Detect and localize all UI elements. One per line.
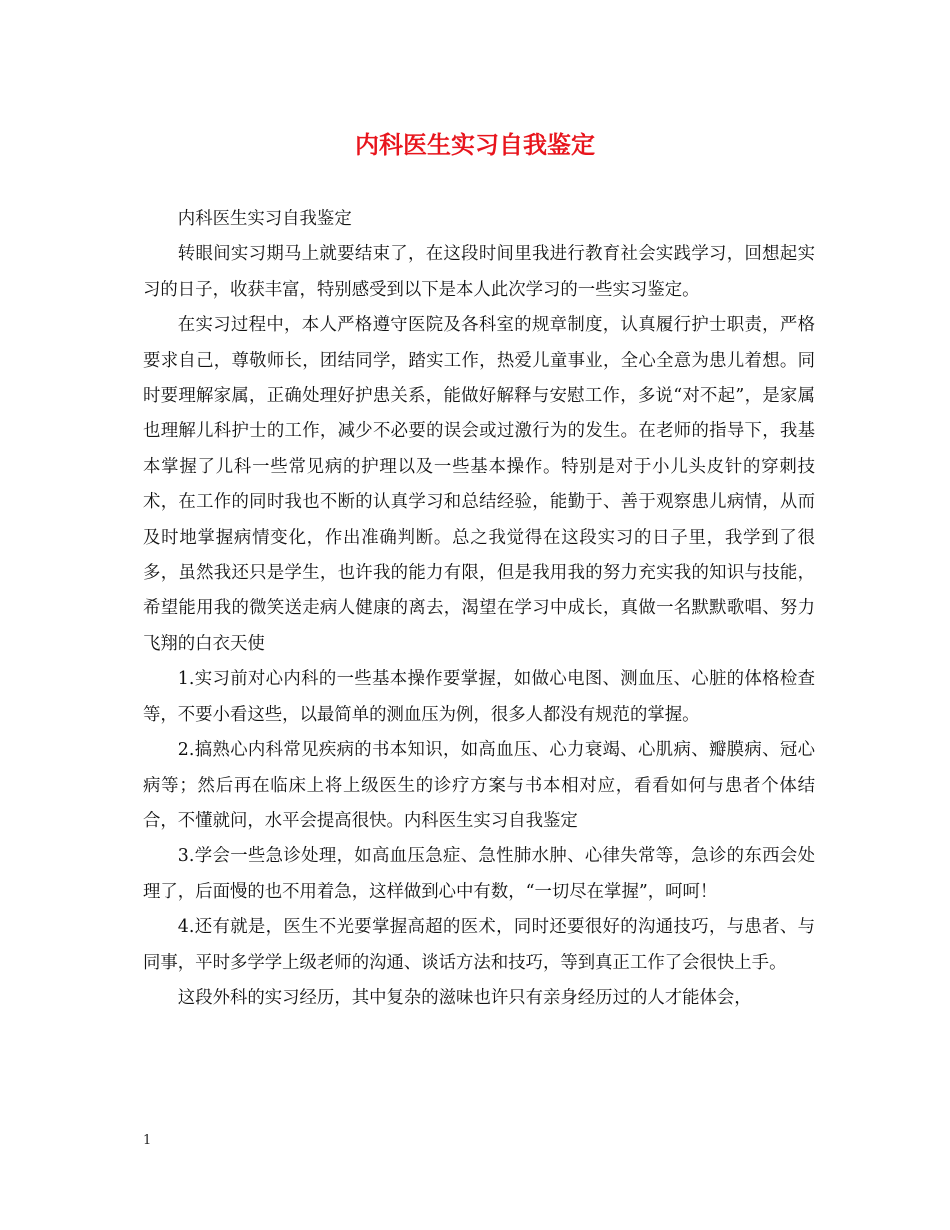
paragraph-subtitle: 内科医生实习自我鉴定 xyxy=(177,209,352,229)
document-body xyxy=(143,202,815,1016)
paragraph-point-2: 2.搞熟心内科常见疾病的书本知识，如高血压、心力衰竭、心肌病、瓣膜病、冠心病等；然后再在临床上将上级医生的诊疗方案与书本相对应，看看如何与患者个体结合，不懂就问，水平会提高很快。内科医生实习自我鉴定 xyxy=(143,740,815,831)
document-title: 内科医生实习自我鉴定 xyxy=(355,130,595,159)
paragraph-intro: 转眼间实习期马上就要结束了，在这段时间里我进行教育社会实践学习，回想起实习的日子，收获丰富，特别感受到以下是本人此次学习的一些实习鉴定。 xyxy=(143,244,815,300)
paragraph-point-3: 3.学会一些急诊处理，如高血压急症、急性肺水肿、心律失常等，急诊的东西会处理了，后面慢的也不用着急，这样做到心中有数，“一切尽在掌握”，呵呵！ xyxy=(143,846,815,902)
paragraph-internship-process: 在实习过程中，本人严格遵守医院及各科室的规章制度，认真履行护士职责，严格要求自己，尊敬师长，团结同学，踏实工作，热爱儿童事业，全心全意为患儿着想。同时要理解家属，正确处理好护患关系，能做好解释与安慰工作，多说“对不起”，是家属也理解儿科护士的工作，减少不必要的误会或过激行为的发生。在老师的指导下，我基本掌握了儿科一些常见病的护理以及一些基本操作。特别是对于小儿头皮针的穿刺技术，在工作的同时我也不断的认真学习和总结经验，能勤于、善于观察患儿病情，从而及时地掌握病情变化，作出准确判断。总之我觉得在这段实习的日子里，我学到了很多，虽然我还只是学生，也许我的能力有限，但是我用我的努力充实我的知识与技能，希望能用我的微笑送走病人健康的离去，渴望在学习中成长，真做一名默默歌唱、努力飞翔的白衣天使 xyxy=(143,315,815,654)
paragraph-point-1: 1.实习前对心内科的一些基本操作要掌握，如做心电图、测血压、心脏的体格检查等，不要小看这些，以最简单的测血压为例，很多人都没有规范的掌握。 xyxy=(143,669,815,725)
page-number: 1 xyxy=(143,1133,152,1148)
paragraph-point-4: 4.还有就是，医生不光要掌握高超的医术，同时还要很好的沟通技巧，与患者、与同事，平时多学学上级老师的沟通、谈话方法和技巧，等到真正工作了会很快上手。 xyxy=(143,917,815,973)
paragraph-closing: 这段外科的实习经历，其中复杂的滋味也许只有亲身经历过的人才能体会， xyxy=(177,987,752,1008)
